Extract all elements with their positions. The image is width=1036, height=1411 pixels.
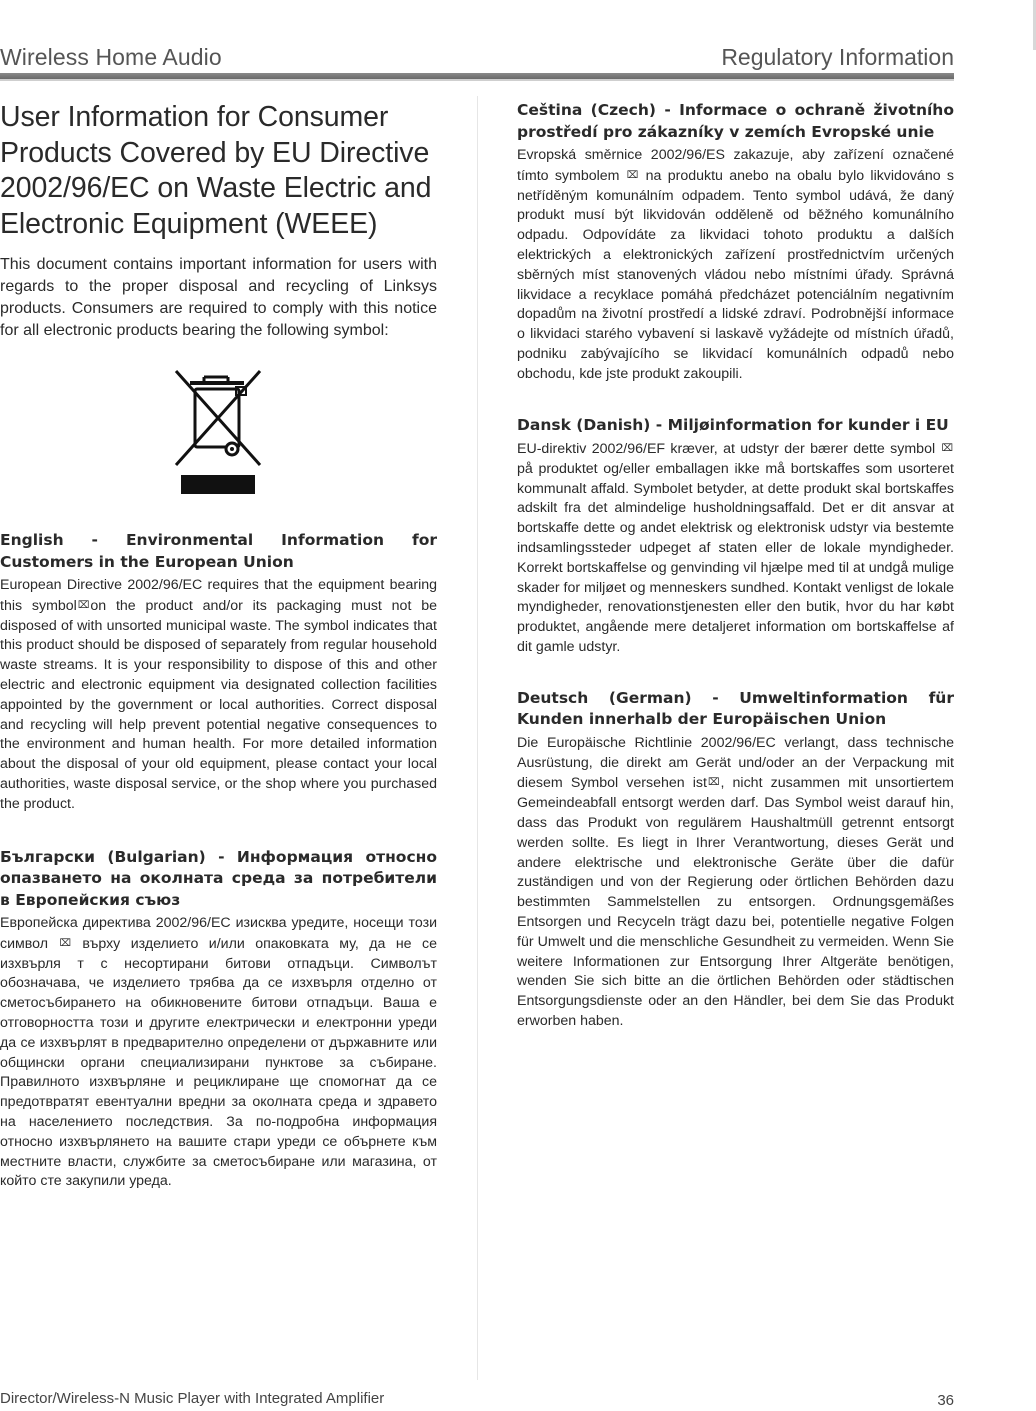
section-body: Европейска директива 2002/96/EC изисква уредите, носещи този символ ⌧ върху изделието и/или опаковката му, да не се изхвърля т с несортирани битови отпадъци. Символът обозначава, че изделието трябва да се изхвърля отделно от сметосъбирането на обикновените битови отпадъци. Ваша е отговорността този и другите електрически и електронни уреди да се изхвърлят в предварително определени от държавните или общински органи специализирани пунктове за събиране. Правилното изхвърляне и рециклиране ще спомогнат да се предотвратят евентуални вредни за околната среда и здравето на населението последствия. За по-подробна информация относно изхвърлянето на вашите стари уреди се обърнете към местните власти, службите за сметосъбиране или магазина, от който сте закупили уреда.: [0, 915, 437, 1190]
section-heading: Български (Bulgarian) - Информация относно опазването на околната среда за потребители в Европейския съюз: [0, 847, 437, 909]
section-danish: [517, 415, 954, 658]
section-heading: Ceština (Czech) - Informace o ochraně životního prostředí pro zákazníky v zemích Evropské unie: [517, 101, 954, 141]
section-heading: Deutsch (German) - Umweltinformation für Kunden innerhalb der Europäischen Union: [517, 688, 954, 729]
header-product-name: Wireless Home Audio: [0, 44, 222, 70]
header-rule-shadow: [0, 79, 954, 81]
weee-inline-icon: ⌧: [626, 169, 639, 181]
section-body: Die Europäische Richtlinie 2002/96/EC verlangt, dass technische Ausrüstung, die direkt am Gerät und/oder an der Verpackung mit diesem Symbol versehen ist⌧, nicht zusammen mit unsortiertem Gemeindeabfall entsorgt werden darf. Das Symbol weist darauf hin, dass das Produkt von regulärem Haushaltmüll getrennt entsorgt werden sollte. Es liegt in Ihrer Verantwortung, dieses Gerät und andere elektrische und elektronische Geräte über die dafür zuständigen und von der Regierung oder örtlichen Behörden dazu bestimmten Sammelstellen zu entsorgen. Ordnungsgemäßes Entsorgen und Recyceln trägt dazu bei, potentielle negative Folgen für Umwelt und die menschliche Gesundheit zu vermeiden. Wenn Sie weitere Informationen zur Entsorgung Ihrer Altgeräte benötigen, wenden Sie sich bitte an die örtlichen Behörden oder städtischen Entsorgungsdienste oder an den Händler, bei dem Sie das Produkt erworben haben.: [517, 734, 955, 1029]
column-divider: [477, 96, 478, 1380]
intro-paragraph: This document contains important information for users with regards to the proper disposal and recycling of Linksys products. Consumers are required to comply with this notice for all electronic products bearing the following symbol:: [0, 256, 437, 339]
weee-symbol-underbar: [181, 475, 255, 494]
section-body: EU-direktiv 2002/96/EF kræver, at udstyr der bærer dette symbol ⌧ på produktet og/eller emballagen ikke må bortskaffes som usorteret kommunalt affald. Symbolet betyder, at dette produkt skal bortskaffes adskilt fra det almindelige husholdningsaffald. Det er dit ansvar at bortskaffe dette og andet elektrisk og elektronisk udstyr via bestemte indsamlingssteder udpeget af staten eller de lokale myndigheder. Korrekt bortskaffelse og genvinding vil hjælpe med til at undgå mulige skader for miljøet og menneskers sundhed. Kontakt venligst de lokale myndigheder, renovationstjenesten eller den butik, hvor du har købt produktet, angående mere detaljeret information om bortskaffelse af dit gamle udstyr.: [517, 441, 954, 656]
section-bulgarian: [0, 847, 437, 1193]
page-title: User Information for Consumer Products Covered by EU Directive 2002/96/EC on Waste Electric and Electronic Equipment (WEEE): [0, 101, 432, 240]
header-section-name: Regulatory Information: [721, 44, 954, 70]
crossed-out-wheelie-bin-icon: [170, 367, 266, 472]
weee-inline-icon: ⌧: [707, 777, 720, 789]
weee-inline-icon: ⌧: [77, 599, 90, 611]
section-body: Evropská směrnice 2002/96/ES zakazuje, aby zařízení označené tímto symbolem ⌧ na produktu anebo na obalu bylo likvidováno s netříděným komunálním odpadem. Tento symbol udává, že daný produkt musí být likvidován odděleně od běžného komunálního odpadu. Odpovídáte za likvidaci tohoto produktu a dalších elektrických a elektronických zařízení prostřednictvím určených sběrných míst stanovených vládou nebo místními úřady. Správná likvidace a recyklace pomáhá předcházet potenciálním negativním dopadům na životní prostředí a lidské zdraví. Podrobnější informace o likvidaci starého vybavení si laskavě vyžádejte od místních úřadů, podniku zabývajícího se likvidací komunálních odpadů nebo obchodu, kde jste produkt zakoupili.: [517, 147, 954, 382]
section-body: European Directive 2002/96/EC requires that the equipment bearing this symbol⌧on the product and/or its packaging must not be disposed of with unsorted municipal waste. The symbol indicates that this product should be disposed of separately from regular household waste streams. It is your responsibility to dispose of this and other electric and electronic equipment via designated collection facilities appointed by the government or local authorities. Correct disposal and recycling will help prevent potential negative consequences to the environment and human health. For more detailed information about the disposal of your old equipment, please contact your local authorities, waste disposal service, or the shop where you purchased the product.: [0, 577, 437, 812]
weee-inline-icon: ⌧: [59, 937, 71, 949]
weee-inline-icon: ⌧: [941, 443, 953, 455]
weee-symbol-block: [0, 367, 437, 502]
section-heading: English - Environmental Information for Customers in the European Union: [0, 531, 437, 571]
left-column: [0, 100, 437, 1192]
page-number: 36: [937, 1392, 954, 1409]
section-czech: [517, 100, 954, 385]
footer-product-name: Director/Wireless-N Music Player with Integrated Amplifier: [0, 1390, 385, 1407]
section-german: [517, 688, 954, 1032]
section-heading: Dansk (Danish) - Miljøinformation for kunder i EU: [517, 415, 949, 434]
section-english: [0, 530, 437, 815]
right-column: [517, 100, 954, 1032]
